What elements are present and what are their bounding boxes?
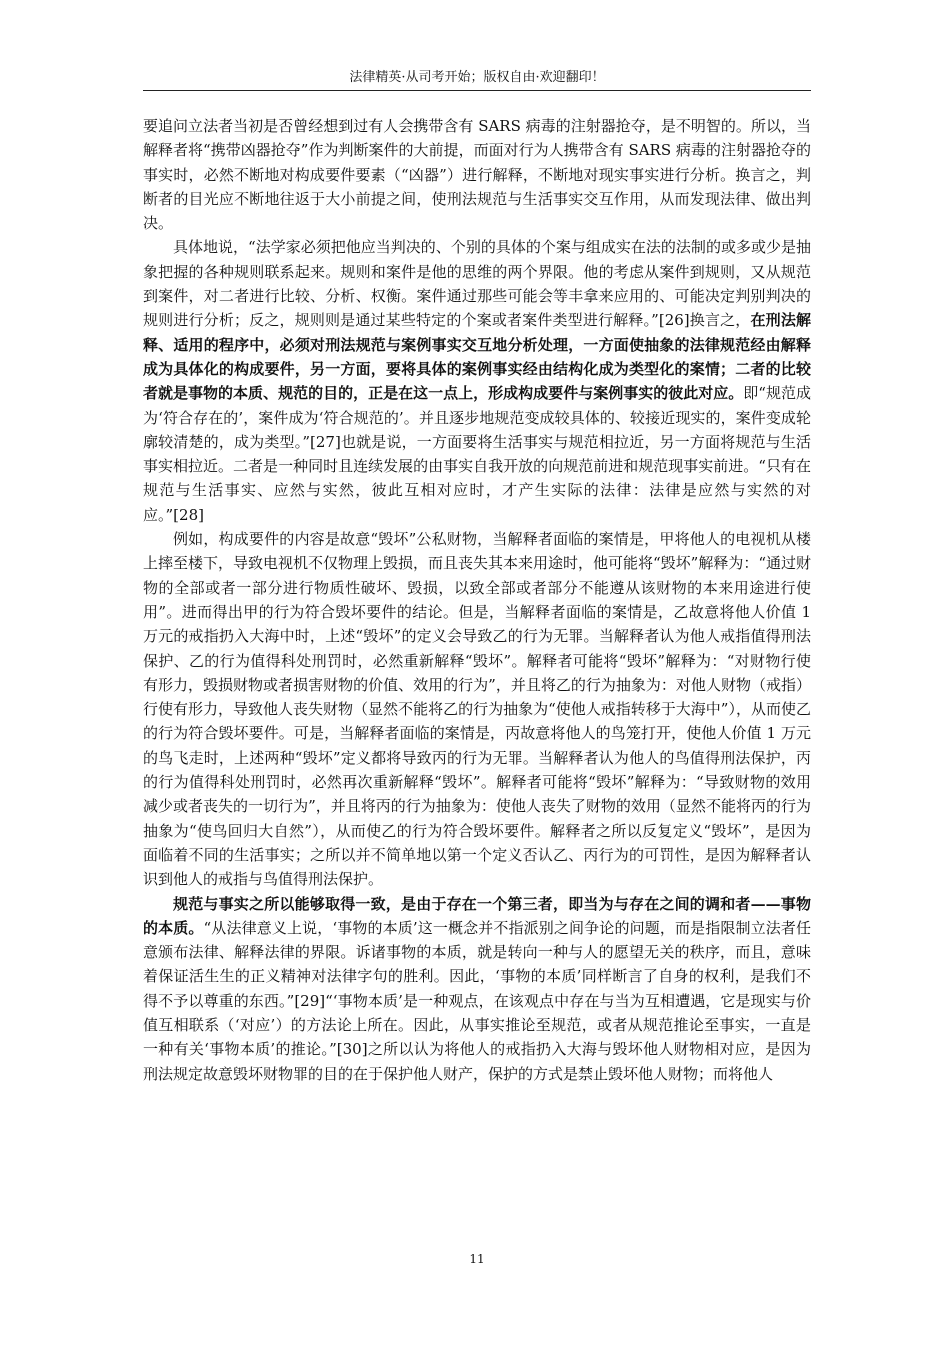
paragraph (143, 235, 811, 527)
page-header: 法律精英·从司考开始；版权自由·欢迎翻印！ (349, 70, 605, 85)
text-run: 即“规范成为‘符合存在的’，案件成为‘符合规范的’。并且逐步地规范变成较具体的、较接近现实的，案件变成轮廓较清楚的，成为类型。”[27]也就是说，一方面要将生活事实与规范相拉近，另一方面将规范与生活事实相拉近。二者是一种同时且连续发展的由事实自我开放的向规范前进和规范现事实前进。“只有在规范与生活事实、应然与实然，彼此互相对应时，才产生实际的法律：法律是应然与实然的对应。”[28] (143, 384, 811, 524)
page-body (143, 114, 811, 1086)
page-number: 11 (469, 1252, 485, 1266)
text-run: “从法律意义上说，‘事物的本质’这一概念并不指派别之间争论的问题，而是指限制立法者任意颁布法律、解释法律的界限。诉诸事物的本质，就是转向一种与人的愿望无关的秩序，而且，意味着保证活生生的正义精神对法律字句的胜利。因此，‘事物的本质’同样断言了自身的权利，是我们不得不予以尊重的东西。”[29]“‘事物本质’是一种观点，在该观点中存在与当为互相遭遇，它是现实与价值互相联系（‘对应’）的方法论上所在。因此，从事实推论至规范，或者从规范推论至事实，一直是一种有关‘事物本质’的推论。”[30]之所以认为将他人的戒指扔入大海与毁坏他人财物相对应，是因为刑法规定故意毁坏财物罪的目的在于保护他人财产，保护的方式是禁止毁坏他人财物；而将他人 (143, 918, 811, 1083)
paragraph (143, 892, 811, 1086)
text-run: 要追问立法者当初是否曾经想到过有人会携带含有 SARS 病毒的注射器抢夺，是不明智的。所以，当解释者将“携带凶器抢夺”作为判断案件的大前提，而面对行为人携带含有 SARS 病毒的注射器抢夺的事实时，必然不断地对构成要件要素（“凶器”）进行解释，不断地对现实事实进行分析。换言之，判断者的目光应不断地往返于大小前提之间，使刑法规范与生活事实交互作用，从而发现法律、做出判决。 (143, 117, 811, 233)
paragraph (143, 527, 811, 891)
bold-text: 在刑法解释、适用的程序中，必须对刑法规范与案例事实交互地分析处理，一方面使抽象的法律规范经由解释成为具体化的构成要件，另一方面，要将具体的案例事实经由结构化成为类型化的案情；二者的比较者就是事物的本质、规范的目的，正是在这一点上，形成构成要件与案例事实的彼此对应。 (143, 311, 811, 403)
text-run: 例如，构成要件的内容是故意“毁坏”公私财物，当解释者面临的案情是，甲将他人的电视机从楼上摔至楼下，导致电视机不仅物理上毁损，而且丧失其本来用途时，他可能将“毁坏”解释为：“通过财物的全部或者一部分进行物质性破坏、毁损，以致全部或者部分不能遵从该财物的本来用途进行使用”。进而得出甲的行为符合毁坏要件的结论。但是，当解释者面临的案情是，乙故意将他人价值 1 万元的戒指扔入大海中时，上述“毁坏”的定义会导致乙的行为无罪。当解释者认为他人戒指值得刑法保护、乙的行为值得科处刑罚时，必然重新解释“毁坏”。解释者可能将“毁坏”解释为：“对财物行使有形力，毁损财物或者损害财物的价值、效用的行为”，并且将乙的行为抽象为：对他人财物（戒指）行使有形力，导致他人丧失财物（显然不能将乙的行为抽象为“使他人戒指转移于大海中”），从而使乙的行为符合毁坏要件。可是，当解释者面临的案情是，丙故意将他人的鸟笼打开，使他人价值 1 万元的鸟飞走时，上述两种“毁坏”定义都将导致丙的行为无罪。当解释者认为他人的鸟值得刑法保护，丙的行为值得科处刑罚时，必然再次重新解释“毁坏”。解释者可能将“毁坏”解释为：“导致财物的效用减少或者丧失的一切行为”，并且将丙的行为抽象为：使他人丧失了财物的效用（显然不能将丙的行为抽象为“使鸟回归大自然”），从而使乙的行为符合毁坏要件。解释者之所以反复定义“毁坏”，是因为面临着不同的生活事实；之所以并不简单地以第一个定义否认乙、丙行为的可罚性，是因为解释者认识到他人的戒指与鸟值得刑法保护。 (143, 530, 812, 889)
header-rule (143, 90, 811, 91)
text-run: 具体地说，“法学家必须把他应当判决的、个别的具体的个案与组成实在法的法制的或多或少是抽象把握的各种规则联系起来。规则和案件是他的思维的两个界限。他的考虑从案件到规则，又从规范到案件，对二者进行比较、分析、权衡。案件通过那些可能会等丰拿来应用的、可能决定判别判决的规则进行分析；反之，规则则是通过某些特定的个案或者案件类型进行解释。”[26]换言之， (143, 238, 811, 330)
bold-text: 规范与事实之所以能够取得一致，是由于存在一个第三者，即当为与存在之间的调和者——事物的本质。 (143, 894, 811, 937)
paragraph (143, 114, 811, 235)
